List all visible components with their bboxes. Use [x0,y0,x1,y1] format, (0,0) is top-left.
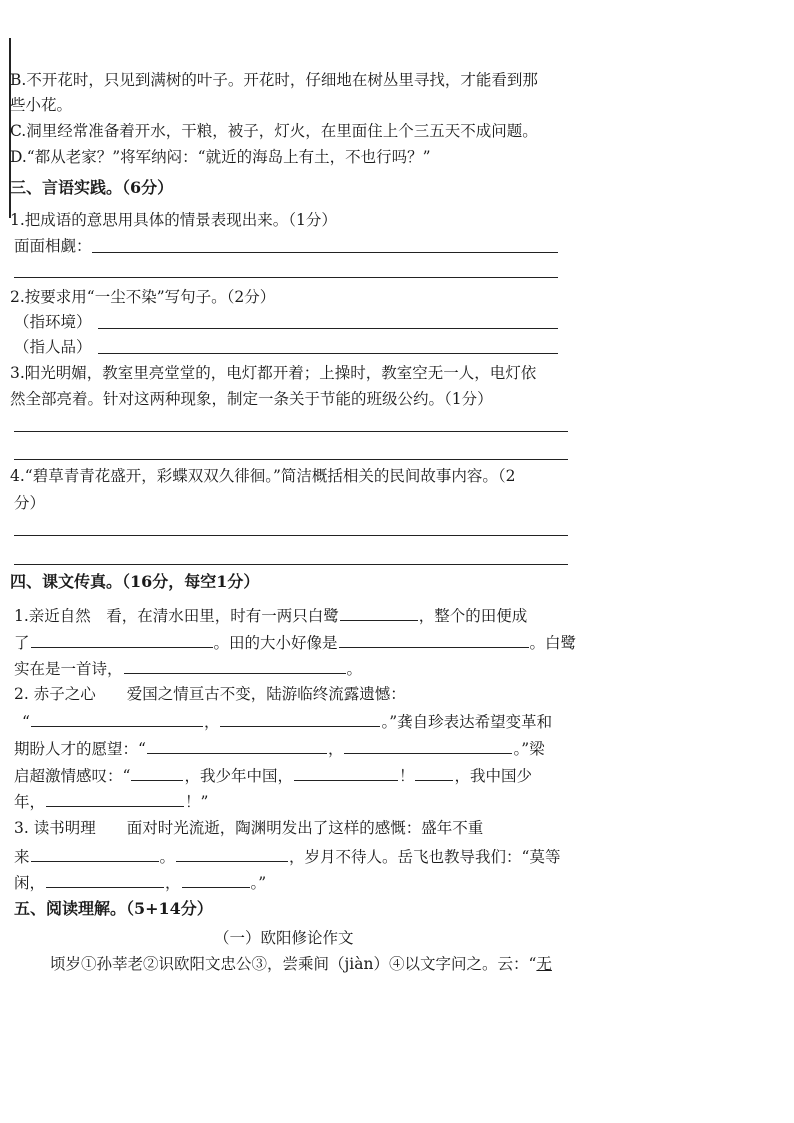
blank-13[interactable] [31,845,159,862]
option-d: D.“都从老家？”将军纳闷：“就近的海岛上有土，不也行吗？” [10,148,431,166]
blank-1[interactable] [340,604,418,621]
p1-text-a: 1.亲近自然 看，在清水田里，时有一两只白鹭 [14,607,339,625]
q2-env-label: （指环境） [14,313,92,331]
blank-7[interactable] [147,737,327,754]
p2-text-k: ，我中国少 [454,767,532,785]
p1-line3 [14,657,362,679]
q2-char-label: （指人品） [14,338,92,356]
passage-line1 [50,954,552,974]
p2-text-l: 年， [14,793,46,811]
section3-heading: 三、言语实践。（6分） [10,178,174,197]
blank-8[interactable] [344,737,512,754]
blank-12[interactable] [46,790,184,807]
p3-text-b: 来 [14,848,30,866]
p3-line3 [14,871,266,893]
q3-line2: 然全部亮着。针对这两种现象，制定一条关于节能的班级公约。（1分） [10,390,493,408]
p2-text-b: “ [22,713,30,731]
p1-text-g: 。 [346,660,363,678]
option-c: C.洞里经常准备着开水，干粮，被子，灯火，在里面住上个三五天不成问题。 [10,122,538,140]
p1-text-c: 了 [14,634,30,652]
option-b-line1: B.不开花时，只见到满树的叶子。开花时，仔细地在树丛里寻找，才能看到那 [10,71,538,89]
p2-line5 [14,790,208,812]
q1-prompt: 1.把成语的意思用具体的情景表现出来。（1分） [10,211,337,229]
p2-text-d: 。”龚自珍表达希望变革和 [381,713,553,731]
p2-text-g: 。”梁 [513,740,545,758]
p3-line2 [14,845,560,867]
p2-text-j: ！ [398,767,415,785]
p3-text-d: ，岁月不待人。岳飞也教导我们：“莫等 [289,848,561,866]
q4-line2: 分） [14,494,46,512]
p2-text-f: ， [327,740,344,758]
q4-line1: 4.“碧草青青花盛开，彩蝶双双久徘徊。”简洁概括相关的民间故事内容。（2 [10,467,516,485]
p2-text-e: 期盼人才的愿望：“ [14,740,146,758]
p1-text-d: 。田的大小好像是 [213,634,338,652]
blank-4[interactable] [124,657,346,674]
p2-text-c: ， [203,713,220,731]
p1-line1 [14,604,527,626]
passage-underlined-char: 无 [536,955,552,973]
p3-text-g: 。” [250,874,267,892]
p3-text-f: ， [165,874,181,892]
q3-answer-line-1[interactable] [14,431,568,432]
blank-3[interactable] [339,631,529,648]
passage-text: 顷岁①孙莘老②识欧阳文忠公③，尝乘间（jiàn）④以文字问之。云：“ [50,955,537,973]
q2-char-answer-line[interactable] [98,353,558,354]
passage-title: （一）欧阳修论作文 [214,929,354,947]
p3-text-e: 闲， [14,874,46,892]
q3-line1: 3.阳光明媚，教室里亮堂堂的，电灯都开着；上操时，教室空无一人，电灯依 [10,364,537,382]
blank-2[interactable] [31,631,213,648]
p2-text-h: 启超激情感叹：“ [14,767,131,785]
p3-line1: 3. 读书明理 面对时光流逝，陶渊明发出了这样的感慨：盛年不重 [14,819,484,837]
q3-answer-line-2[interactable] [14,459,568,460]
p2-text-m: ！” [185,793,209,811]
q2-prompt: 2.按要求用“一尘不染”写句子。（2分） [10,288,276,306]
blank-16[interactable] [182,871,250,888]
p1-text-e: 。白鹭 [529,634,577,652]
p2-line3 [14,737,545,759]
p3-text-c: 。 [159,848,176,866]
p2-line4 [14,764,532,786]
section5-heading: 五、阅读理解。（5+14分） [14,899,213,918]
p2-line2 [22,710,552,732]
q4-answer-line-1[interactable] [14,535,568,536]
q1-answer-line-1[interactable] [92,252,558,253]
q4-answer-line-2[interactable] [14,564,568,565]
blank-14[interactable] [176,845,288,862]
blank-15[interactable] [46,871,164,888]
section4-heading: 四、课文传真。（16分，每空1分） [10,572,260,591]
p1-text-b: ，整个的田便成 [418,607,528,625]
blank-9[interactable] [131,764,183,781]
p2-line1: 2. 赤子之心 爱国之情亘古不变，陆游临终流露遗憾： [14,685,406,703]
option-b-line2: 些小花。 [10,96,73,114]
p2-text-i: ，我少年中国， [184,767,293,785]
blank-10[interactable] [294,764,398,781]
p1-line2 [14,631,576,653]
blank-5[interactable] [31,710,203,727]
p1-text-f: 实在是一首诗， [14,660,123,678]
blank-6[interactable] [220,710,380,727]
q1-label: 面面相觑： [14,237,92,255]
blank-11[interactable] [415,764,453,781]
q1-answer-line-2[interactable] [14,277,558,278]
q2-env-answer-line[interactable] [98,328,558,329]
